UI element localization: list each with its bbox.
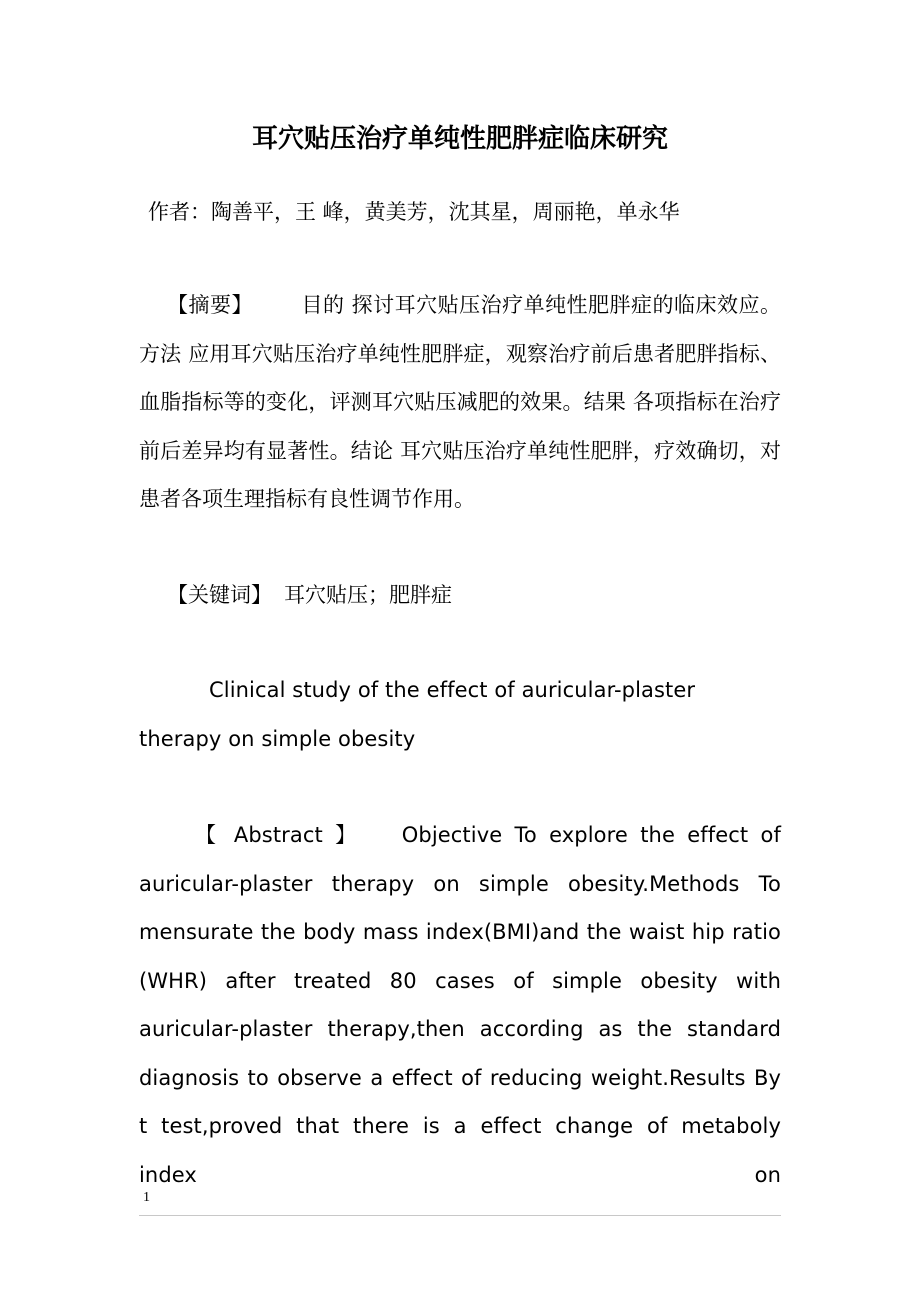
chinese-abstract — [139, 281, 781, 524]
english-abstract-label: 【 Abstract 】 — [195, 823, 362, 847]
keywords-section — [139, 571, 781, 620]
paper-title: 耳穴贴压治疗单纯性肥胖症临床研究 — [251, 124, 668, 154]
footer-divider — [139, 1215, 781, 1216]
keywords-label: 【关键词】 — [167, 583, 272, 607]
chinese-abstract-label: 【摘要】 — [167, 293, 253, 317]
english-abstract — [139, 811, 781, 1199]
chinese-abstract-text: 目的 探讨耳穴贴压治疗单纯性肥胖症的临床效应。方法 应用耳穴贴压治疗单纯性肥胖症，观察治疗前后患者肥胖指标、血脂指标等的变化，评测耳穴贴压减肥的效果。结果 各项指标在治疗前后差异均有显著性。结论 耳穴贴压治疗单纯性肥胖，疗效确切，对患者各项生理指标有良性调节作用。 — [139, 293, 781, 511]
english-title: Clinical study of the effect of auricular-plaster therapy on simple obesity — [139, 678, 696, 751]
keywords-text: 耳穴贴压；肥胖症 — [284, 583, 452, 607]
english-abstract-text: Objective To explore the effect of auricular-plaster therapy on simple obesity.Methods To mensurate the body mass index(BMI)and the waist hip ratio (WHR) after treated 80 cases of simple obesity with auricular-plaster therapy,then according as the standard diagnosis to observe a effect of reducing weight.Results By t test,proved that there is a effect change of metaboly index on — [139, 823, 781, 1187]
page-number: 1 — [143, 1190, 150, 1205]
author-list: 作者：陶善平，王 峰，黄美芳，沈其星，周丽艳，单永华 — [148, 200, 680, 224]
